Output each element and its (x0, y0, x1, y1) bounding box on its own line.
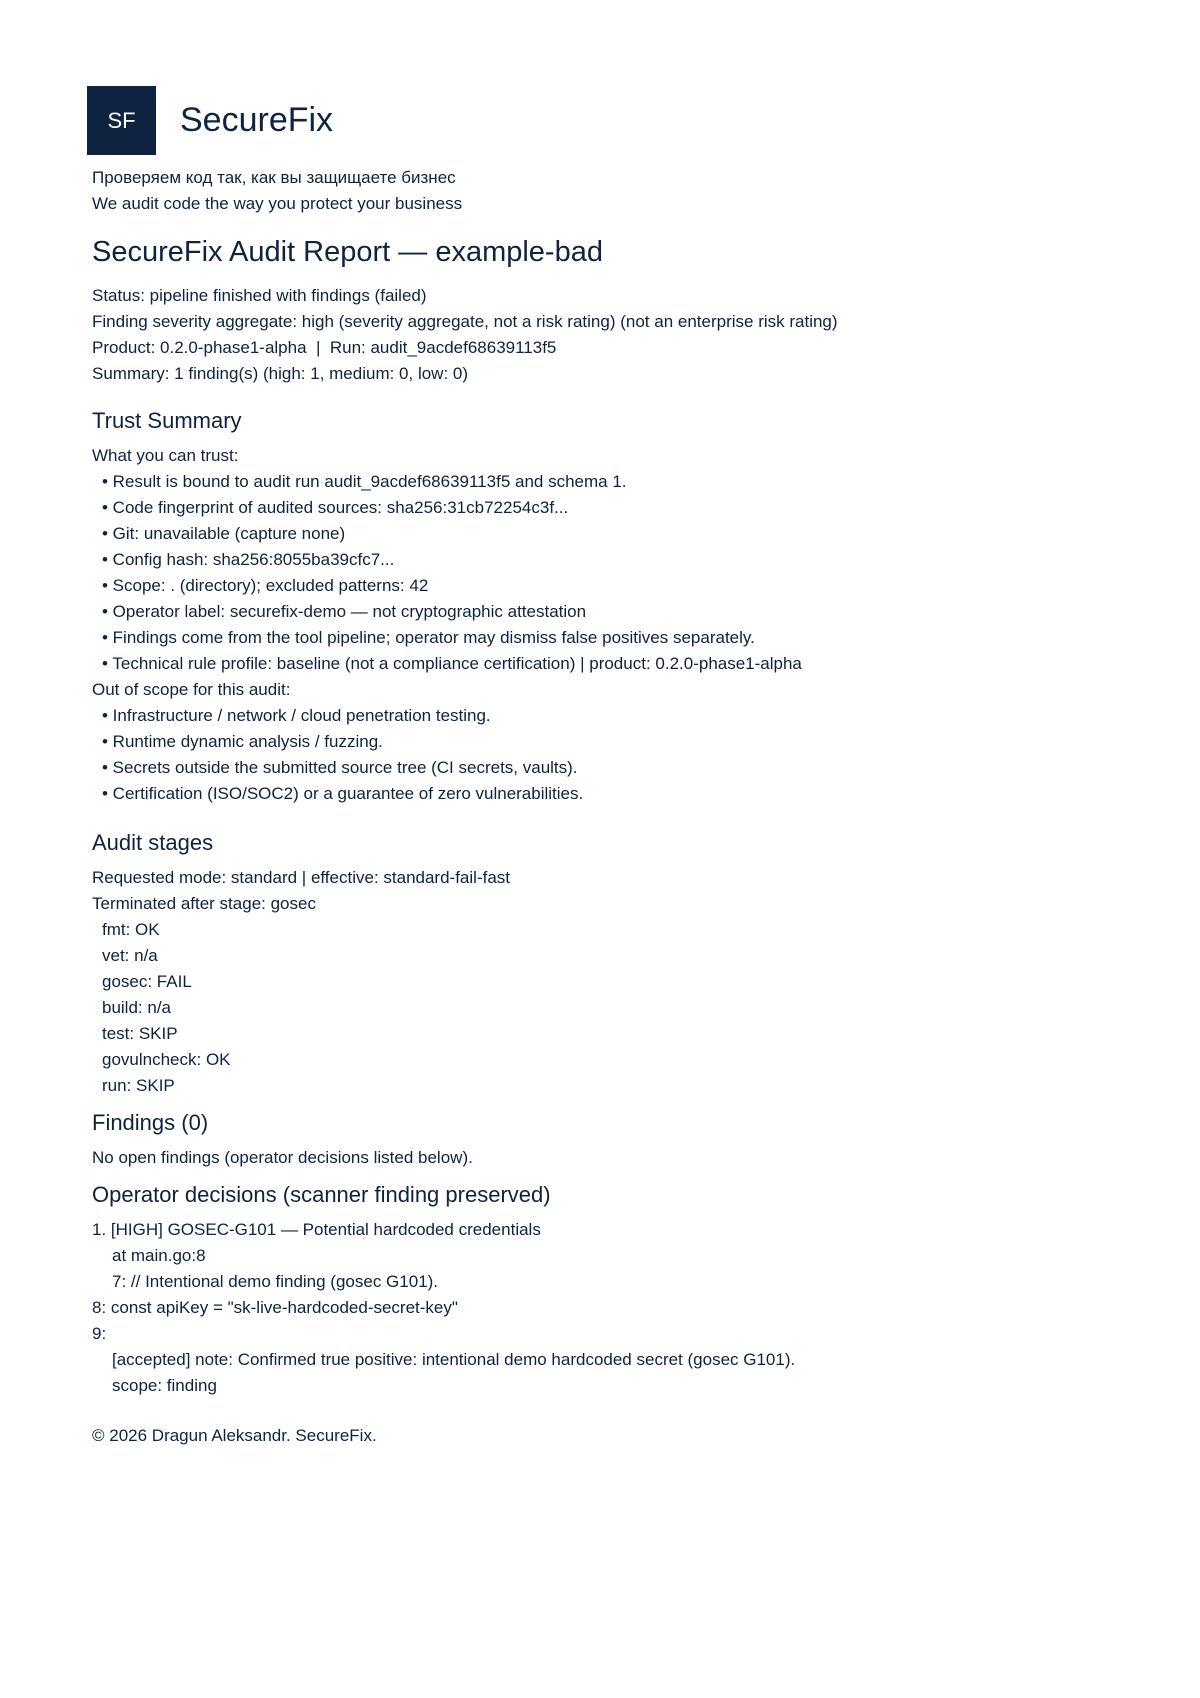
logo-badge: SF (87, 86, 156, 155)
stage-item: build: n/a (102, 998, 171, 1017)
decision-note: [accepted] note: Confirmed true positive: intentional demo hardcoded secret (gosec G101). (112, 1350, 796, 1369)
stages-terminated: Terminated after stage: gosec (92, 894, 316, 913)
stage-item: govulncheck: OK (102, 1050, 231, 1069)
trust-item: • Config hash: sha256:8055ba39cfc7... (102, 550, 395, 569)
stage-item: test: SKIP (102, 1024, 178, 1043)
code-line: 7: // Intentional demo finding (gosec G101). (112, 1272, 439, 1291)
decision-scope: scope: finding (112, 1376, 217, 1395)
report-product-run: Product: 0.2.0-phase1-alpha | Run: audit_9acdef68639113f5 (92, 338, 557, 357)
tagline (92, 165, 1140, 217)
findings-section (92, 1109, 1140, 1171)
out-of-scope-label: Out of scope for this audit: (92, 680, 291, 699)
findings-text: No open findings (operator decisions listed below). (92, 1148, 473, 1167)
trust-item: • Result is bound to audit run audit_9acdef68639113f5 and schema 1. (102, 472, 627, 491)
code-line: 9: (92, 1324, 107, 1343)
decision-location: at main.go:8 (112, 1246, 206, 1265)
footer-copyright: © 2026 Dragun Aleksandr. SecureFix. (92, 1426, 377, 1445)
trust-summary-heading: Trust Summary (92, 408, 242, 433)
trust-item: • Findings come from the tool pipeline; operator may dismiss false positives separately. (102, 628, 755, 647)
trust-item: • Operator label: securefix-demo — not cryptographic attestation (102, 602, 587, 621)
report-title: SecureFix Audit Report — example-bad (92, 236, 603, 268)
trust-summary-section (92, 407, 1140, 807)
findings-heading: Findings (0) (92, 1110, 209, 1135)
out-of-scope-item: • Infrastructure / network / cloud penetration testing. (102, 706, 491, 725)
tagline-en: We audit code the way you protect your business (92, 194, 463, 213)
stages-mode: Requested mode: standard | effective: standard-fail-fast (92, 868, 511, 887)
brand-name: SecureFix (180, 101, 334, 139)
decision-title: 1. [HIGH] GOSEC-G101 — Potential hardcoded credentials (92, 1220, 541, 1239)
trust-item: • Code fingerprint of audited sources: sha256:31cb72254c3f... (102, 498, 569, 517)
report-severity: Finding severity aggregate: high (severity aggregate, not a risk rating) (not an enterprise risk rating) (92, 312, 838, 331)
stage-item: gosec: FAIL (102, 972, 192, 991)
operator-decisions-section (92, 1181, 1140, 1399)
logo-header (87, 86, 1140, 155)
trust-item: • Technical rule profile: baseline (not a compliance certification) | product: 0.2.0-phase1-alpha (102, 654, 802, 673)
stage-item: run: SKIP (102, 1076, 175, 1095)
audit-stages-heading: Audit stages (92, 830, 214, 855)
stage-item: fmt: OK (102, 920, 160, 939)
audit-stages-section (92, 829, 1140, 1099)
report-status: Status: pipeline finished with findings (failed) (92, 286, 427, 305)
out-of-scope-item: • Certification (ISO/SOC2) or a guarantee of zero vulnerabilities. (102, 784, 584, 803)
report-page (92, 86, 1140, 1449)
trust-item: • Git: unavailable (capture none) (102, 524, 346, 543)
stage-item: vet: n/a (102, 946, 158, 965)
can-trust-label: What you can trust: (92, 446, 239, 465)
out-of-scope-item: • Secrets outside the submitted source tree (CI secrets, vaults). (102, 758, 578, 777)
code-line: 8: const apiKey = "sk-live-hardcoded-secret-key" (92, 1298, 458, 1317)
report-summary: Summary: 1 finding(s) (high: 1, medium: 0, low: 0) (92, 364, 469, 383)
trust-item: • Scope: . (directory); excluded patterns: 42 (102, 576, 429, 595)
tagline-ru: Проверяем код так, как вы защищаете бизнес (92, 168, 456, 187)
operator-decisions-heading: Operator decisions (scanner finding preserved) (92, 1182, 551, 1207)
report-meta (92, 283, 1140, 387)
out-of-scope-item: • Runtime dynamic analysis / fuzzing. (102, 732, 383, 751)
